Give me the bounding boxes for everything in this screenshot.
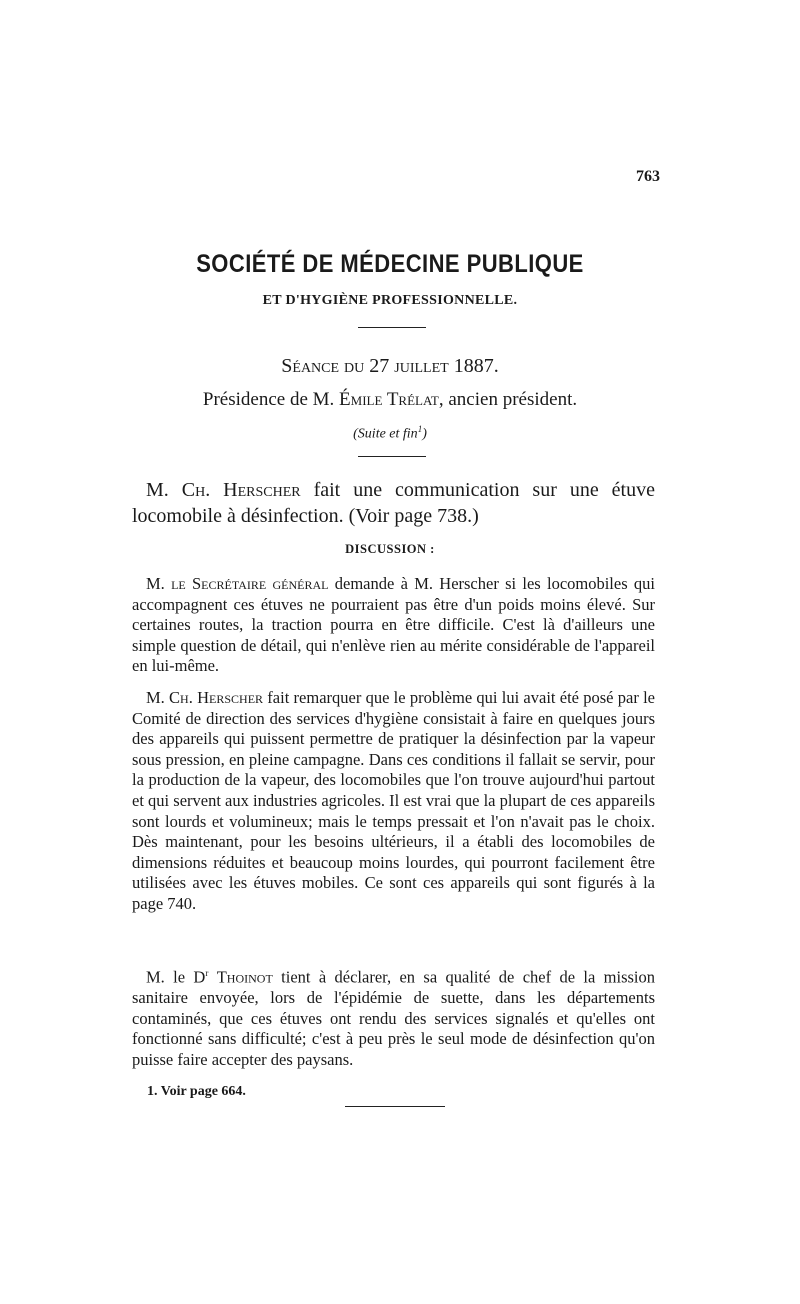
discussion-heading: DISCUSSION : [345, 542, 435, 556]
seance-day: 27 [369, 355, 390, 377]
seance-month: juillet [394, 355, 449, 377]
paragraph [132, 574, 655, 677]
seance-word: Séance du [281, 355, 365, 377]
presidence-suffix: , ancien président. [438, 389, 578, 410]
page-title: SOCIÉTÉ DE MÉDECINE PUBLIQUE [196, 250, 584, 278]
president-name: Émile Trélat [339, 389, 439, 410]
speaker: Thoinot [216, 967, 273, 987]
lead-text: fait une communication sur une étuve locomobile à désinfection. (Voir page 738.) [132, 479, 655, 527]
lead-speaker: M. Ch. Herscher [146, 479, 301, 501]
seance-line [100, 355, 680, 378]
lead-paragraph [132, 477, 655, 529]
paragraph-text: tient à déclarer, en sa qualité de chef de la mission sanitaire envoyée, lors de l'épidémie de suette, dans les départements contaminés, que ces étuves ont rendu des services signalés et qu'elles ont fonctionné sans difficulté; c'est à peu près le seul mode de désinfection qu'on puisse faire accepter des paysans. [132, 967, 656, 1069]
speaker: M. le Secrétaire général [146, 574, 329, 593]
paragraph-text: fait remarquer que le problème qui lui avait été posé par le Comité de direction des services d'hygiène consistait à faire en quelques jours des appareils qui puissent permettre de pratiquer la désinfection par la vapeur sous pression, en pleine campagne. Dans ces conditions il fallait se servir, pour la production de la vapeur, des locomobiles que l'on trouve aujourd'hui partout et qui servent aux industries agricoles. Il est vrai que la plupart de ces appareils sont lourds et volumineux; mais le temps pressait et l'on n'avait pas le choix. Dès maintenant, pour les besoins ultérieurs, il a établi des locomobiles de dimensions réduites et beaucoup moins lourdes, qui pourront facilement être utilisées avec les étuves mobiles. Ce sont ces appareils qui sont figurés à la page 740. [132, 688, 655, 913]
speaker: M. Ch. Herscher [146, 688, 264, 707]
presidence-line [100, 389, 680, 411]
suite-note [100, 424, 680, 443]
presidence-prefix: Présidence de M. [202, 389, 335, 410]
suite-close: ) [422, 426, 427, 442]
speaker-title-sup: r [205, 968, 209, 978]
footnote: 1. Voir page 664. [147, 1084, 246, 1099]
paragraph [132, 688, 655, 915]
page-number: 763 [636, 168, 660, 185]
speaker-prefix: M. le D [146, 967, 206, 987]
page-subtitle: ET D'HYGIÈNE PROFESSIONNELLE. [262, 293, 518, 308]
divider [345, 1106, 445, 1107]
suite-text: (Suite et fin [353, 426, 418, 442]
suite-footnote-ref: 1 [417, 424, 423, 434]
divider [358, 327, 426, 328]
seance-year: 1887. [453, 355, 499, 377]
paragraph [132, 963, 655, 1070]
divider [358, 456, 426, 457]
paragraph-text: demande à M. Herscher si les locomobiles qui accompagnent ces étuves ne pourraient pas être d'un poids moins élevé. Sur certaines routes, la traction pourra en être difficile. C'est là d'ailleurs une simple question de détail, qui n'enlève rien au mérite considérable de l'appareil en lui-même. [132, 574, 655, 676]
